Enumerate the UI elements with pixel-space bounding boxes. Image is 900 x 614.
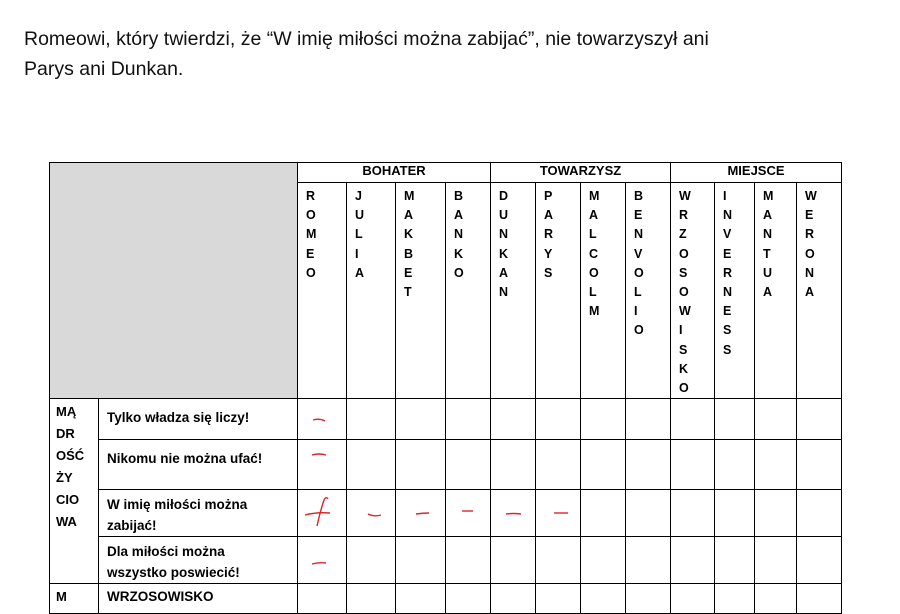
column-header-9 [671, 183, 715, 399]
column-header-letter: M [763, 189, 774, 203]
column-header-letter: A [355, 265, 365, 280]
cell-r2-c7[interactable] [581, 440, 626, 490]
minus-mark [536, 490, 580, 532]
cell-r4-c8[interactable] [626, 537, 671, 584]
cell-r5-c9[interactable] [671, 584, 715, 614]
cell-r3-c1[interactable] [298, 490, 347, 537]
column-header-letter: K [499, 246, 509, 261]
column-header-11 [755, 183, 797, 399]
column-header-letter: S [544, 265, 553, 280]
cell-r3-c8[interactable] [626, 490, 671, 537]
cell-r2-c8[interactable] [626, 440, 671, 490]
column-header-letter: N [499, 227, 509, 242]
cell-r5-c12[interactable] [797, 584, 842, 614]
cell-r3-c5[interactable] [491, 490, 536, 537]
column-header-letter: J [355, 189, 362, 203]
column-header-letter: O [679, 246, 689, 261]
minus-mark [396, 490, 444, 532]
column-header-letter: O [589, 265, 599, 280]
cell-r2-c1[interactable] [298, 440, 347, 490]
cell-r4-c10[interactable] [715, 537, 755, 584]
intro-text [24, 24, 884, 84]
column-header-letter: E [805, 208, 814, 223]
minus-mark [446, 490, 490, 532]
cell-r3-c6[interactable] [536, 490, 581, 537]
column-header-letter: A [805, 285, 815, 300]
cell-r1-c5[interactable] [491, 399, 536, 440]
row-label-3: W imię miłości można zabijać! [99, 490, 298, 537]
column-header-letter: R [723, 265, 733, 280]
column-header-letter: D [499, 189, 509, 203]
row-label-1: Tylko władza się liczy! [99, 399, 298, 440]
minus-mark [298, 440, 346, 488]
group-header-towarzysz: TOWARZYSZ [491, 163, 671, 183]
cell-r5-c5[interactable] [491, 584, 536, 614]
column-header-letter: M [589, 189, 600, 203]
row-label-4: Dla miłości można wszystko poswiecić! [99, 537, 298, 584]
cell-r4-c4[interactable] [446, 537, 491, 584]
column-header-letter: O [634, 265, 644, 280]
column-header-letter: K [454, 246, 464, 261]
cell-r2-c11[interactable] [755, 440, 797, 490]
column-header-letter: O [306, 208, 316, 223]
column-header-12 [797, 183, 842, 399]
group-header-bohater: BOHATER [298, 163, 491, 183]
cell-r2-c10[interactable] [715, 440, 755, 490]
cell-r2-c5[interactable] [491, 440, 536, 490]
column-header-8 [626, 183, 671, 399]
cell-r4-c12[interactable] [797, 537, 842, 584]
column-header-letter: L [589, 285, 597, 300]
column-header-letter: S [679, 265, 688, 280]
column-header-letter: I [679, 323, 683, 338]
column-header-letter: A [544, 208, 554, 223]
cell-r2-c6[interactable] [536, 440, 581, 490]
column-header-letter: W [679, 304, 691, 319]
cell-r5-c7[interactable] [581, 584, 626, 614]
cell-r2-c9[interactable] [671, 440, 715, 490]
column-header-letter: N [805, 265, 815, 280]
column-header-4 [446, 183, 491, 399]
column-header-letter: V [723, 227, 732, 242]
column-header-letter: L [634, 285, 642, 300]
column-header-letter: N [634, 227, 644, 242]
logic-grid-table [49, 162, 842, 614]
column-header-letter: I [355, 246, 359, 261]
column-header-letter: E [306, 246, 315, 261]
column-header-letter: E [404, 265, 413, 280]
cell-r4-c11[interactable] [755, 537, 797, 584]
column-header-letter: S [723, 342, 732, 357]
cell-r1-c1[interactable] [298, 399, 347, 440]
cell-r2-c2[interactable] [347, 440, 396, 490]
cell-r3-c7[interactable] [581, 490, 626, 537]
column-header-letter: S [723, 323, 732, 338]
cell-r5-c4[interactable] [446, 584, 491, 614]
cell-r1-c12[interactable] [797, 399, 842, 440]
column-header-letter: R [544, 227, 554, 242]
cell-r4-c9[interactable] [671, 537, 715, 584]
column-header-letter: N [499, 285, 509, 300]
column-header-letter: C [589, 246, 599, 261]
column-header-2 [347, 183, 396, 399]
column-header-letter: P [544, 189, 553, 203]
cell-r4-c6[interactable] [536, 537, 581, 584]
column-header-3 [396, 183, 446, 399]
cell-r4-c3[interactable] [396, 537, 446, 584]
column-header-10 [715, 183, 755, 399]
column-header-letter: R [679, 208, 689, 223]
cell-r5-c6[interactable] [536, 584, 581, 614]
column-header-letter: N [763, 227, 773, 242]
cell-r3-c4[interactable] [446, 490, 491, 537]
column-header-letter: O [306, 265, 316, 280]
column-header-letter: T [404, 285, 412, 300]
column-header-letter: A [404, 208, 414, 223]
column-header-6 [536, 183, 581, 399]
cell-r3-c11[interactable] [755, 490, 797, 537]
column-header-letter: A [763, 208, 773, 223]
cell-r2-c12[interactable] [797, 440, 842, 490]
plus-mark [298, 490, 346, 532]
intro-line-2: Parys ani Dunkan. [24, 58, 184, 80]
cell-r1-c3[interactable] [396, 399, 446, 440]
minus-mark [298, 537, 346, 579]
column-header-letter: O [679, 381, 689, 396]
column-header-letter: E [634, 208, 643, 223]
column-header-7 [581, 183, 626, 399]
cell-r1-c10[interactable] [715, 399, 755, 440]
cell-r4-c2[interactable] [347, 537, 396, 584]
cell-r3-c2[interactable] [347, 490, 396, 537]
cell-r5-c10[interactable] [715, 584, 755, 614]
cell-r4-c1[interactable] [298, 537, 347, 584]
column-header-letter: Y [544, 246, 553, 261]
cell-r5-c2[interactable] [347, 584, 396, 614]
column-header-letter: R [805, 227, 815, 242]
row-label-5: WRZOSOWISKO [99, 584, 298, 614]
column-header-letter: B [634, 189, 644, 203]
column-header-letter: N [723, 208, 733, 223]
cell-r3-c3[interactable] [396, 490, 446, 537]
column-header-letter: U [763, 265, 773, 280]
cell-r3-c9[interactable] [671, 490, 715, 537]
column-header-letter: M [306, 227, 317, 242]
column-header-letter: O [805, 246, 815, 261]
column-header-letter: K [404, 227, 414, 242]
column-header-letter: O [454, 265, 464, 280]
column-header-letter: A [763, 285, 773, 300]
cell-r5-c1[interactable] [298, 584, 347, 614]
column-header-letter: V [634, 246, 643, 261]
column-header-letter: W [679, 189, 691, 203]
cell-r5-c8[interactable] [626, 584, 671, 614]
column-header-letter: U [499, 208, 509, 223]
column-header-letter: M [589, 304, 600, 319]
column-header-letter: N [454, 227, 464, 242]
column-header-letter: E [723, 246, 732, 261]
column-header-letter: E [723, 304, 732, 319]
column-header-letter: A [589, 208, 599, 223]
column-header-letter: O [634, 323, 644, 338]
cell-r4-c5[interactable] [491, 537, 536, 584]
column-header-letter: A [499, 265, 509, 280]
cell-r5-c11[interactable] [755, 584, 797, 614]
column-header-5 [491, 183, 536, 399]
minus-mark [347, 490, 395, 532]
cell-r2-c3[interactable] [396, 440, 446, 490]
cell-r1-c9[interactable] [671, 399, 715, 440]
row-label-2: Nikomu nie można ufać! [99, 440, 298, 490]
column-header-letter: M [404, 189, 415, 203]
cell-r2-c4[interactable] [446, 440, 491, 490]
column-header-letter: A [454, 208, 464, 223]
column-header-letter: N [723, 285, 733, 300]
intro-line-1: Romeowi, który twierdzi, że “W imię miłości można zabijać”, nie towarzyszył ani [24, 28, 709, 50]
column-header-1 [298, 183, 347, 399]
cell-r1-c7[interactable] [581, 399, 626, 440]
cell-r3-c12[interactable] [797, 490, 842, 537]
side-label-m: M [50, 584, 99, 614]
cell-r1-c4[interactable] [446, 399, 491, 440]
column-header-letter: Z [679, 227, 687, 242]
column-header-letter: U [355, 208, 365, 223]
column-header-letter: S [679, 342, 688, 357]
column-header-letter: B [454, 189, 464, 203]
empty-corner-cell [50, 163, 298, 399]
cell-r5-c3[interactable] [396, 584, 446, 614]
column-header-letter: W [805, 189, 817, 203]
cell-r4-c7[interactable] [581, 537, 626, 584]
cell-r1-c8[interactable] [626, 399, 671, 440]
column-header-letter: B [404, 246, 414, 261]
minus-mark [298, 399, 346, 439]
column-header-letter: K [679, 361, 689, 376]
column-header-letter: R [306, 189, 316, 203]
minus-mark [491, 490, 535, 532]
group-header-miejsce: MIEJSCE [671, 163, 842, 183]
column-header-letter: I [723, 189, 727, 203]
cell-r1-c2[interactable] [347, 399, 396, 440]
cell-r1-c11[interactable] [755, 399, 797, 440]
cell-r3-c10[interactable] [715, 490, 755, 537]
column-header-letter: L [355, 227, 363, 242]
column-header-letter: I [634, 304, 638, 319]
column-header-letter: L [589, 227, 597, 242]
column-header-letter: O [679, 285, 689, 300]
cell-r1-c6[interactable] [536, 399, 581, 440]
side-label-madrosc: MĄ DR OŚĆ ŻY CIO WA [50, 399, 99, 584]
column-header-letter: T [763, 246, 771, 261]
